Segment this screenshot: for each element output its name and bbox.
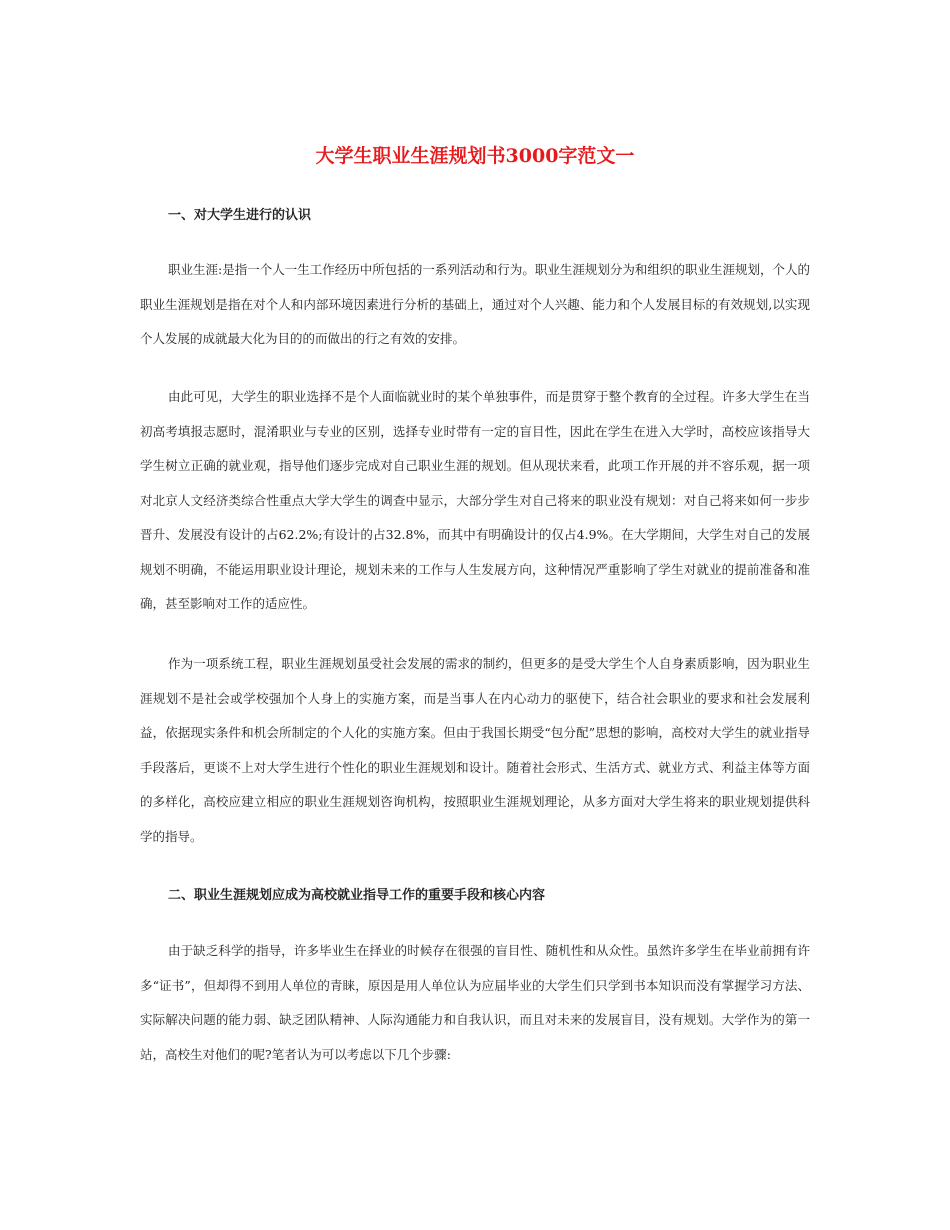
section-heading-2: 二、职业生涯规划应成为高校就业指导工作的重要手段和核心内容 xyxy=(168,888,546,903)
document-title: 大学生职业生涯规划书3000字范文一 xyxy=(315,145,635,167)
section-heading-1: 一、对大学生进行的认识 xyxy=(168,208,312,223)
paragraph-2-1: 由于缺乏科学的指导，许多毕业生在择业的时候存在很强的盲目性、随机性和从众性。虽然许多学生在毕业前拥有许多“证书”，但却得不到用人单位的青睐，原因是用人单位认为应届毕业的大学生们只学到书本知识而没有掌握学习方法、实际解决问题的能力弱、缺乏团队精神、人际沟通能力和自我认识，而且对未来的发展盲目，没有规划。大学作为的第一站，高校生对他们的呢?笔者认为可以考虑以下几个步骤: xyxy=(140,943,810,1062)
paragraph-1-2: 由此可见，大学生的职业选择不是个人面临就业时的某个单独事件，而是贯穿于整个教育的全过程。许多大学生在当初高考填报志愿时，混淆职业与专业的区别，选择专业时带有一定的盲目性，因此在学生在进入大学时，高校应该指导大学生树立正确的就业观，指导他们逐步完成对自己职业生涯的规划。但从现状来看，此项工作开展的并不容乐观，据一项对北京人文经济类综合性重点大学大学生的调查中显示，大部分学生对自己将来的职业没有规划：对自己将来如何一步步晋升、发展没有设计的占62.2%;有设计的占32.8%，而其中有明确设计的仅占4.9%。在大学期间，大学生对自己的发展规划不明确，不能运用职业设计理论，规划未来的工作与人生发展方向，这种情况严重影响了学生对就业的提前准备和准确，甚至影响对工作的适应性。 xyxy=(140,389,810,611)
paragraph-1-3: 作为一项系统工程，职业生涯规划虽受社会发展的需求的制约，但更多的是受大学生个人自身素质影响，因为职业生涯规划不是社会或学校强加个人身上的实施方案，而是当事人在内心动力的驱使下，结合社会职业的要求和社会发展利益，依据现实条件和机会所制定的个人化的实施方案。但由于我国长期受“包分配”思想的影响，高校对大学生的就业指导手段落后，更谈不上对大学生进行个性化的职业生涯规划和设计。随着社会形式、生活方式、就业方式、利益主体等方面的多样化，高校应建立相应的职业生涯规划咨询机构，按照职业生涯规划理论，从多方面对大学生将来的职业规划提供科学的指导。 xyxy=(140,656,810,844)
paragraph-1-1: 职业生涯:是指一个人一生工作经历中所包括的一系列活动和行为。职业生涯规划分为和组织的职业生涯规划，个人的职业生涯规划是指在对个人和内部环境因素进行分析的基础上，通过对个人兴趣、能力和个人发展目标的有效规划,以实现个人发展的成就最大化为目的的而做出的行之有效的安排。 xyxy=(140,262,810,346)
